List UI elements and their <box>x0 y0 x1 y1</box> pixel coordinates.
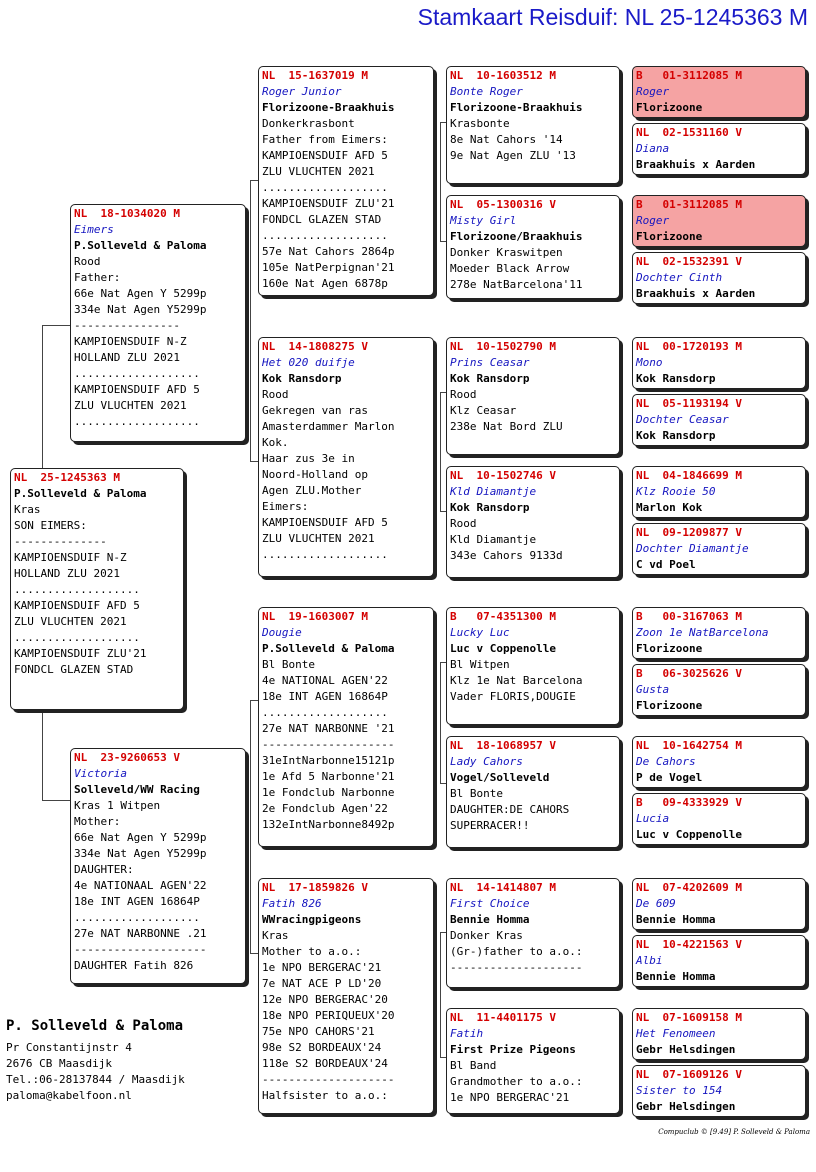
pigeon-name: Kld Diamantje <box>450 485 537 498</box>
pedigree-line: KAMPIOENSDUIF ZLU'21 <box>14 647 147 660</box>
owner: Florizoone <box>636 642 703 655</box>
pedigree-line: KAMPIOENSDUIF AFD 5 <box>262 516 388 529</box>
breeder-address: Pr Constantijnstr 4 <box>6 1041 132 1054</box>
owner: Luc v Coppenolle <box>636 828 742 841</box>
pedigree-line: HOLLAND ZLU 2021 <box>14 567 120 580</box>
owner: P.Solleveld & Paloma <box>14 487 147 500</box>
ring-number: B 07-4351300 M <box>450 610 556 623</box>
pedigree-line: Kras <box>262 929 289 942</box>
pedigree-line: Noord-Holland op <box>262 468 368 481</box>
pedigree-line: 132eIntNarbonne8492p <box>262 818 395 831</box>
pigeon-name: Gusta <box>636 683 670 696</box>
ring-number: NL 15-1637019 M <box>262 69 368 82</box>
pedigree-line: Mother to a.o.: <box>262 945 362 958</box>
pigeon-name: Dochter Cinth <box>636 271 723 284</box>
pedigree-line: ................... <box>262 548 388 561</box>
pedigree-line: ................... <box>14 583 140 596</box>
owner: Florizoone-Braakhuis <box>262 101 395 114</box>
pigeon-name: Misty Girl <box>450 214 517 227</box>
pedigree-line: 8e Nat Cahors '14 <box>450 133 563 146</box>
pedigree-line: 238e Nat Bord ZLU <box>450 420 563 433</box>
pedigree-line: 160e Nat Agen 6878p <box>262 277 388 290</box>
pedigree-line: -------------------- <box>450 961 583 974</box>
pedigree-line: 343e Cahors 9133d <box>450 549 563 562</box>
page-title: Stamkaart Reisduif: NL 25-1245363 M <box>417 4 808 30</box>
pedigree-line: Grandmother to a.o.: <box>450 1075 583 1088</box>
pigeon-name: Bonte Roger <box>450 85 523 98</box>
pigeon-card-sds[interactable] <box>446 337 620 455</box>
pedigree-line: Mother: <box>74 815 121 828</box>
owner: Bennie Homma <box>450 913 530 926</box>
pigeon-card-sire[interactable] <box>70 204 246 442</box>
pedigree-line: -------------------- <box>262 738 395 751</box>
ring-number: NL 25-1245363 M <box>14 471 120 484</box>
pigeon-card-sire-sire[interactable] <box>258 66 434 296</box>
pigeon-card-g5[interactable] <box>632 337 806 389</box>
pedigree-line: KAMPIOENSDUIF N-Z <box>74 335 187 348</box>
pigeon-name: Albi <box>636 954 663 967</box>
ring-number: NL 11-4401175 V <box>450 1011 556 1024</box>
pedigree-line: 7e NAT ACE P LD'20 <box>262 977 382 990</box>
pedigree-line: HOLLAND ZLU 2021 <box>74 351 180 364</box>
ring-number: NL 05-1300316 V <box>450 198 556 211</box>
pedigree-line: Father from Eimers: <box>262 133 388 146</box>
pigeon-name: First Choice <box>450 897 530 910</box>
pedigree-line: 105e NatPerpignan'21 <box>262 261 395 274</box>
pedigree-line: 57e Nat Cahors 2864p <box>262 245 395 258</box>
pedigree-line: DAUGHTER Fatih 826 <box>74 959 194 972</box>
pedigree-line: 66e Nat Agen Y 5299p <box>74 831 207 844</box>
ring-number: NL 07-1609158 M <box>636 1011 742 1024</box>
pigeon-name: Het 020 duifje <box>262 356 355 369</box>
owner: Luc v Coppenolle <box>450 642 556 655</box>
pedigree-line: 18e INT AGEN 16864P <box>262 690 388 703</box>
ring-number: NL 07-1609126 V <box>636 1068 742 1081</box>
pedigree-line: ................... <box>262 229 388 242</box>
pedigree-line: ZLU VLUCHTEN 2021 <box>74 399 187 412</box>
pedigree-line: Rood <box>450 517 477 530</box>
pedigree-line: KAMPIOENSDUIF AFD 5 <box>262 149 388 162</box>
pigeon-name: Roger <box>636 85 670 98</box>
pedigree-line: KAMPIOENSDUIF ZLU'21 <box>262 197 395 210</box>
pigeon-name: Fatih <box>450 1027 484 1040</box>
pedigree-line: Moeder Black Arrow <box>450 262 570 275</box>
pedigree-line: -------------------- <box>262 1073 395 1086</box>
breeder-city: 2676 CB Maasdijk <box>6 1057 112 1070</box>
pedigree-line: 27e NAT NARBONNE .21 <box>74 927 207 940</box>
ring-number: NL 02-1532391 V <box>636 255 742 268</box>
ring-number: NL 14-1808275 V <box>262 340 368 353</box>
pigeon-name: Lady Cahors <box>450 755 523 768</box>
owner: Bennie Homma <box>636 970 716 983</box>
pedigree-line: 1e Fondclub Narbonne <box>262 786 395 799</box>
owner: Florizoone <box>636 699 703 712</box>
pedigree-line: Amasterdammer Marlon <box>262 420 395 433</box>
pedigree-line: Bl Bonte <box>450 787 503 800</box>
pigeon-card-sdd[interactable] <box>446 466 620 578</box>
pedigree-line: 27e NAT NARBONNE '21 <box>262 722 395 735</box>
owner: Gebr Helsdingen <box>636 1043 736 1056</box>
pigeon-card-dam[interactable] <box>70 748 246 984</box>
pigeon-name: Mono <box>636 356 663 369</box>
pedigree-line: Kras <box>14 503 41 516</box>
breeder-name: P. Solleveld & Paloma <box>6 1018 184 1034</box>
pigeon-name: Het Fenomeen <box>636 1027 716 1040</box>
pedigree-line: Gekregen van ras <box>262 404 368 417</box>
pedigree-line: ................... <box>74 367 200 380</box>
pigeon-name: Eimers <box>74 223 114 236</box>
owner: Solleveld/WW Racing <box>74 783 200 796</box>
pedigree-line: 12e NPO BERGERAC'20 <box>262 993 388 1006</box>
ring-number: B 01-3112085 M <box>636 198 742 211</box>
pedigree-line: Vader FLORIS,DOUGIE <box>450 690 576 703</box>
breeder-info <box>6 1018 185 1104</box>
pedigree-line: Donker Kraswitpen <box>450 246 563 259</box>
ring-number: NL 04-1846699 M <box>636 469 742 482</box>
pigeon-name: Fatih 826 <box>262 897 322 910</box>
connector <box>42 710 71 801</box>
owner: Florizoone <box>636 230 703 243</box>
pigeon-card-sire-dam[interactable] <box>258 337 434 577</box>
owner: Kok Ransdorp <box>636 372 716 385</box>
pigeon-name: Victoria <box>74 767 127 780</box>
ring-number: NL 02-1531160 V <box>636 126 742 139</box>
pigeon-name: Roger <box>636 214 670 227</box>
pedigree-line: DAUGHTER:DE CAHORS <box>450 803 570 816</box>
owner: Braakhuis x Aarden <box>636 158 756 171</box>
pigeon-name: Lucia <box>636 812 670 825</box>
pigeon-card-ddd[interactable] <box>446 1008 620 1114</box>
ring-number: B 06-3025626 V <box>636 667 742 680</box>
pedigree-line: ................... <box>74 415 200 428</box>
pigeon-card-g15[interactable] <box>632 1008 806 1060</box>
connector <box>42 325 71 468</box>
ring-number: NL 10-4221563 V <box>636 938 742 951</box>
pigeon-name: Prins Ceasar <box>450 356 530 369</box>
pedigree-line: 9e Nat Agen ZLU '13 <box>450 149 576 162</box>
pigeon-card-g4[interactable] <box>632 252 806 304</box>
pedigree-line: 75e NPO CAHORS'21 <box>262 1025 375 1038</box>
pedigree-line: ................... <box>262 181 388 194</box>
pigeon-card-g9[interactable] <box>632 607 806 659</box>
pigeon-card-dss[interactable] <box>446 607 620 725</box>
owner: Kok Ransdorp <box>450 501 530 514</box>
pedigree-line: ................... <box>262 706 388 719</box>
owner: P de Vogel <box>636 771 703 784</box>
ring-number: B 00-3167063 M <box>636 610 742 623</box>
ring-number: NL 00-1720193 M <box>636 340 742 353</box>
ring-number: NL 14-1414807 M <box>450 881 556 894</box>
pedigree-line: Rood <box>74 255 101 268</box>
pedigree-line: Kok. <box>262 436 289 449</box>
pedigree-line: 18e NPO PERIQUEUX'20 <box>262 1009 395 1022</box>
owner: Bennie Homma <box>636 913 716 926</box>
breeder-email[interactable]: paloma@kabelfoon.nl <box>6 1089 132 1102</box>
pigeon-card-dsd[interactable] <box>446 736 620 848</box>
pedigree-line: Klz 1e Nat Barcelona <box>450 674 583 687</box>
pigeon-card-g8[interactable] <box>632 523 806 575</box>
pigeon-card-g2[interactable] <box>632 123 806 175</box>
owner: C vd Poel <box>636 558 696 571</box>
pedigree-line: KAMPIOENSDUIF AFD 5 <box>14 599 140 612</box>
pedigree-line: Rood <box>450 388 477 401</box>
pedigree-line: -------------------- <box>74 943 207 956</box>
owner: WWracingpigeons <box>262 913 362 926</box>
owner: Braakhuis x Aarden <box>636 287 756 300</box>
pedigree-line: 98e S2 BORDEAUX'24 <box>262 1041 382 1054</box>
pigeon-card-g16[interactable] <box>632 1065 806 1117</box>
owner: Vogel/Solleveld <box>450 771 550 784</box>
pigeon-card-g13[interactable] <box>632 878 806 930</box>
pedigree-line: SON EIMERS: <box>14 519 87 532</box>
pedigree-line: -------------- <box>14 535 107 548</box>
owner: First Prize Pigeons <box>450 1043 576 1056</box>
pedigree-line: Father: <box>74 271 121 284</box>
pedigree-line: 2e Fondclub Agen'22 <box>262 802 388 815</box>
owner: Gebr Helsdingen <box>636 1100 736 1113</box>
pedigree-line: Bl Band <box>450 1059 497 1072</box>
pedigree-line: KAMPIOENSDUIF N-Z <box>14 551 127 564</box>
owner: Kok Ransdorp <box>636 429 716 442</box>
pigeon-card-g3[interactable] <box>632 195 806 247</box>
owner: Florizoone-Braakhuis <box>450 101 583 114</box>
pedigree-line: KAMPIOENSDUIF AFD 5 <box>74 383 200 396</box>
ring-number: NL 19-1603007 M <box>262 610 368 623</box>
pigeon-name: Dougie <box>262 626 302 639</box>
pedigree-line: 18e INT AGEN 16864P <box>74 895 200 908</box>
ring-number: NL 05-1193194 V <box>636 397 742 410</box>
pedigree-line: 1e NPO BERGERAC'21 <box>262 961 382 974</box>
ring-number: NL 09-1209877 V <box>636 526 742 539</box>
pedigree-line: ZLU VLUCHTEN 2021 <box>262 165 375 178</box>
pigeon-name: Lucky Luc <box>450 626 510 639</box>
pigeon-card-g7[interactable] <box>632 466 806 518</box>
pigeon-card-dam-dam[interactable] <box>258 878 434 1114</box>
owner: Florizoone/Braakhuis <box>450 230 583 243</box>
ring-number: NL 18-1034020 M <box>74 207 180 220</box>
pedigree-line: 334e Nat Agen Y5299p <box>74 847 207 860</box>
footer-credit: Compuclub © [9.49] P. Solleveld & Paloma <box>658 1128 810 1136</box>
pedigree-line: Haar zus 3e in <box>262 452 355 465</box>
pigeon-name: Zoon 1e NatBarcelona <box>636 626 769 639</box>
pigeon-name: De 609 <box>636 897 676 910</box>
pedigree-line: Eimers: <box>262 500 309 513</box>
pedigree-line: Bl Witpen <box>450 658 510 671</box>
ring-number: NL 10-1502790 M <box>450 340 556 353</box>
pedigree-line: FONDCL GLAZEN STAD <box>262 213 382 226</box>
ring-number: NL 10-1502746 V <box>450 469 556 482</box>
pigeon-card-dam-sire[interactable] <box>258 607 434 847</box>
owner: P.Solleveld & Paloma <box>262 642 395 655</box>
pedigree-line: 118e S2 BORDEAUX'24 <box>262 1057 388 1070</box>
pedigree-line: 4e NATIONAAL AGEN'22 <box>74 879 207 892</box>
pigeon-card-g1[interactable] <box>632 66 806 118</box>
pedigree-line: ZLU VLUCHTEN 2021 <box>14 615 127 628</box>
pedigree-line: Bl Bonte <box>262 658 315 671</box>
owner: Marlon Kok <box>636 501 703 514</box>
ring-number: NL 10-1642754 M <box>636 739 742 752</box>
pedigree-line: ---------------- <box>74 319 180 332</box>
owner: Kok Ransdorp <box>262 372 342 385</box>
pedigree-line: 31eIntNarbonne15121p <box>262 754 395 767</box>
pigeon-name: Dochter Ceasar <box>636 413 729 426</box>
pedigree-line: Donker Kras <box>450 929 523 942</box>
pedigree-line: DAUGHTER: <box>74 863 134 876</box>
pedigree-line: Klz Ceasar <box>450 404 517 417</box>
pigeon-name: Roger Junior <box>262 85 342 98</box>
ring-number: NL 10-1603512 M <box>450 69 556 82</box>
pedigree-line: 1e Afd 5 Narbonne'21 <box>262 770 395 783</box>
pigeon-card-dds[interactable] <box>446 878 620 988</box>
pedigree-line: Kld Diamantje <box>450 533 537 546</box>
ring-number: B 09-4333929 V <box>636 796 742 809</box>
pedigree-line: FONDCL GLAZEN STAD <box>14 663 134 676</box>
pedigree-line: Krasbonte <box>450 117 510 130</box>
pedigree-line: ZLU VLUCHTEN 2021 <box>262 532 375 545</box>
pigeon-card-g10[interactable] <box>632 664 806 716</box>
breeder-phone: Tel.:06-28137844 / Maasdijk <box>6 1073 185 1086</box>
pedigree-line: 334e Nat Agen Y5299p <box>74 303 207 316</box>
pedigree-line: Halfsister to a.o.: <box>262 1089 388 1102</box>
pigeon-name: Sister to 154 <box>636 1084 723 1097</box>
pigeon-card-g6[interactable] <box>632 394 806 446</box>
owner: Kok Ransdorp <box>450 372 530 385</box>
pigeon-name: Dochter Diamantje <box>636 542 749 555</box>
pedigree-line: (Gr-)father to a.o.: <box>450 945 583 958</box>
owner: Florizoone <box>636 101 703 114</box>
pigeon-name: De Cahors <box>636 755 696 768</box>
pedigree-line: Rood <box>262 388 289 401</box>
pedigree-line: ................... <box>74 911 200 924</box>
pigeon-card-g11[interactable] <box>632 736 806 788</box>
pigeon-card-g12[interactable] <box>632 793 806 845</box>
pigeon-card-sss[interactable] <box>446 66 620 184</box>
ring-number: NL 18-1068957 V <box>450 739 556 752</box>
pedigree-line: 1e NPO BERGERAC'21 <box>450 1091 570 1104</box>
ring-number: NL 17-1859826 V <box>262 881 368 894</box>
pedigree-line: 278e NatBarcelona'11 <box>450 278 583 291</box>
ring-number: NL 07-4202609 M <box>636 881 742 894</box>
pedigree-line: Agen ZLU.Mother <box>262 484 362 497</box>
pigeon-card-g14[interactable] <box>632 935 806 987</box>
pedigree-line: 4e NATIONAL AGEN'22 <box>262 674 388 687</box>
pedigree-line: SUPERRACER!! <box>450 819 530 832</box>
pedigree-line: 66e Nat Agen Y 5299p <box>74 287 207 300</box>
ring-number: B 01-3112085 M <box>636 69 742 82</box>
pigeon-name: Klz Rooie 50 <box>636 485 716 498</box>
pedigree-line: Donkerkrasbont <box>262 117 355 130</box>
pigeon-card-ssd[interactable] <box>446 195 620 299</box>
pedigree-line: ................... <box>14 631 140 644</box>
ring-number: NL 23-9260653 V <box>74 751 180 764</box>
pigeon-name: Diana <box>636 142 670 155</box>
pedigree-line: Kras 1 Witpen <box>74 799 161 812</box>
pigeon-card-subject[interactable] <box>10 468 184 710</box>
owner: P.Solleveld & Paloma <box>74 239 207 252</box>
